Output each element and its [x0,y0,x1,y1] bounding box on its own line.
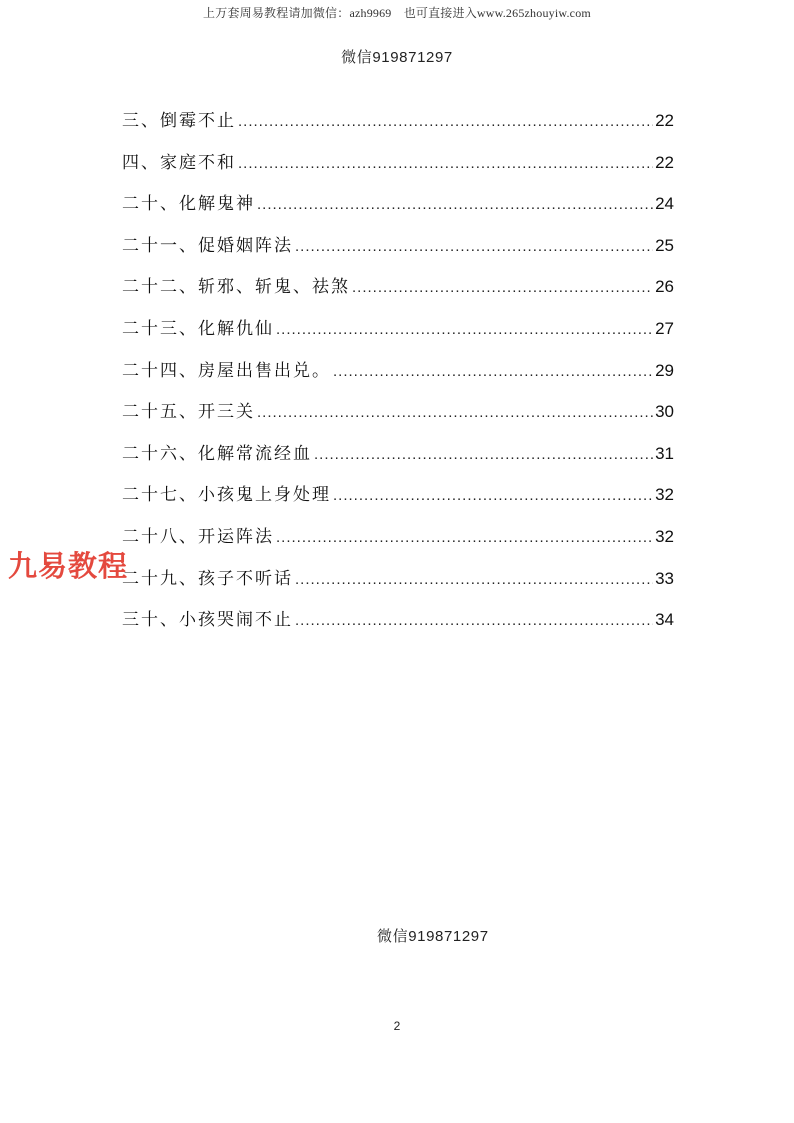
toc-entry-title: 二十五、开三关 [122,402,255,422]
toc-entry-title: 二十、化解鬼神 [122,194,255,214]
wechat-id-bottom: 微信919871297 [377,928,489,945]
toc-entry-page: 27 [655,318,674,338]
toc-entry-title: 二十七、小孩鬼上身处理 [122,485,331,505]
toc-dot-leader [238,113,653,130]
watermark-logo: 九易教程 [8,549,129,583]
toc-entry[interactable] [122,397,674,439]
toc-entry-page: 34 [655,610,674,630]
toc-entry[interactable] [122,522,674,564]
toc-entry[interactable] [122,439,674,481]
toc-entry[interactable] [122,148,674,190]
toc-entry[interactable] [122,231,674,273]
toc-dot-leader [333,363,653,380]
toc-entry[interactable] [122,314,674,356]
page-number: 2 [393,1019,401,1033]
toc-dot-leader [257,196,653,213]
toc-entry[interactable] [122,480,674,522]
toc-entry[interactable] [122,605,674,647]
toc-dot-leader [333,487,653,504]
toc-entry-title: 二十四、房屋出售出兑。 [122,360,331,380]
toc-entry-page: 33 [655,568,674,588]
toc-dot-leader [276,529,653,546]
toc-entry-title: 二十六、化解常流经血 [122,443,312,463]
toc-entry-page: 32 [655,485,674,505]
toc-dot-leader [352,279,653,296]
toc-dot-leader [295,571,653,588]
toc-dot-leader [257,404,653,421]
wechat-id-top: 微信919871297 [341,49,453,66]
toc-entry-page: 29 [655,360,674,380]
toc-dot-leader [295,612,653,629]
toc-dot-leader [276,321,653,338]
toc-entry-title: 二十二、斩邪、斩鬼、祛煞 [122,277,350,297]
toc-entry[interactable] [122,106,674,148]
toc-entry[interactable] [122,272,674,314]
toc-entry-title: 二十八、开运阵法 [122,526,274,546]
toc-entry-page: 32 [655,526,674,546]
toc-entry-page: 24 [655,194,674,214]
toc-entry-title: 二十一、促婚姻阵法 [122,235,293,255]
header-notice: 上万套周易教程请加微信：azh9969 也可直接进入www.265zhouyiw.com [203,6,591,20]
toc-entry-page: 31 [655,443,674,463]
toc-entry-title: 四、家庭不和 [122,152,236,172]
toc-entry-title: 二十三、化解仇仙 [122,318,274,338]
toc-entry-page: 22 [655,111,674,130]
toc-entry-page: 22 [655,152,674,172]
toc-entry-page: 30 [655,402,674,422]
toc-dot-leader [238,155,653,172]
toc-entry-title: 二十九、孩子不听话 [122,568,293,588]
toc-dot-leader [314,446,653,463]
toc-dot-leader [295,238,653,255]
toc-entry[interactable] [122,189,674,231]
toc-entry[interactable] [122,356,674,398]
toc-entry-title: 三十、小孩哭闹不止 [122,610,293,630]
toc-entry-page: 26 [655,277,674,297]
table-of-contents [122,106,674,647]
toc-entry[interactable] [122,564,674,606]
toc-entry-page: 25 [655,235,674,255]
toc-entry-title: 三、倒霉不止 [122,111,236,130]
